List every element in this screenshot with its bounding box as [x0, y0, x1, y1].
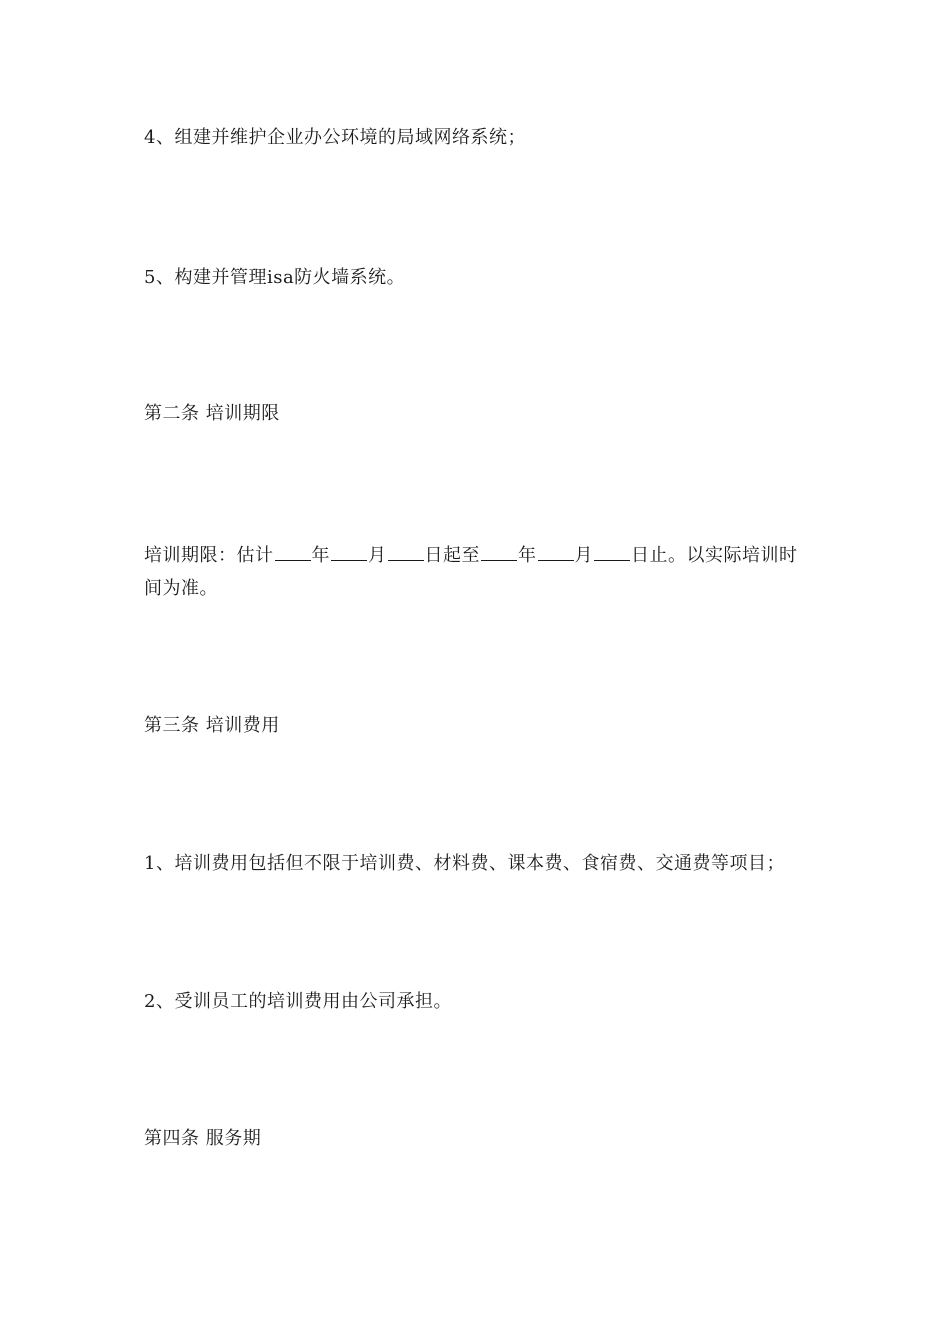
blank-field — [538, 544, 574, 561]
blank-field — [275, 544, 311, 561]
year-label: 年 — [311, 545, 330, 566]
training-period-paragraph — [144, 539, 804, 605]
blank-field — [481, 544, 517, 561]
article-3-heading: 第三条 培训费用 — [144, 715, 280, 736]
year-label: 年 — [518, 545, 537, 566]
training-period-tail: 日止。以实际培训时间为准。 — [144, 545, 798, 599]
blank-field — [388, 544, 424, 561]
blank-field — [594, 544, 630, 561]
list-item-4: 4、组建并维护企业办公环境的局域网络系统； — [144, 127, 526, 148]
list-item-5: 5、构建并管理isa防火墙系统。 — [144, 267, 406, 288]
day-from-to-label: 日起至 — [424, 545, 480, 566]
article-2-heading: 第二条 培训期限 — [144, 403, 280, 424]
month-label: 月 — [574, 545, 593, 566]
article-4-heading: 第四条 服务期 — [144, 1128, 262, 1149]
training-period-prefix: 培训期限：估计 — [144, 545, 274, 566]
month-label: 月 — [368, 545, 387, 566]
article-3-item-1: 1、培训费用包括但不限于培训费、材料费、课本费、食宿费、交通费等项目； — [144, 853, 785, 874]
article-3-item-2: 2、受训员工的培训费用由公司承担。 — [144, 991, 452, 1012]
blank-field — [331, 544, 367, 561]
